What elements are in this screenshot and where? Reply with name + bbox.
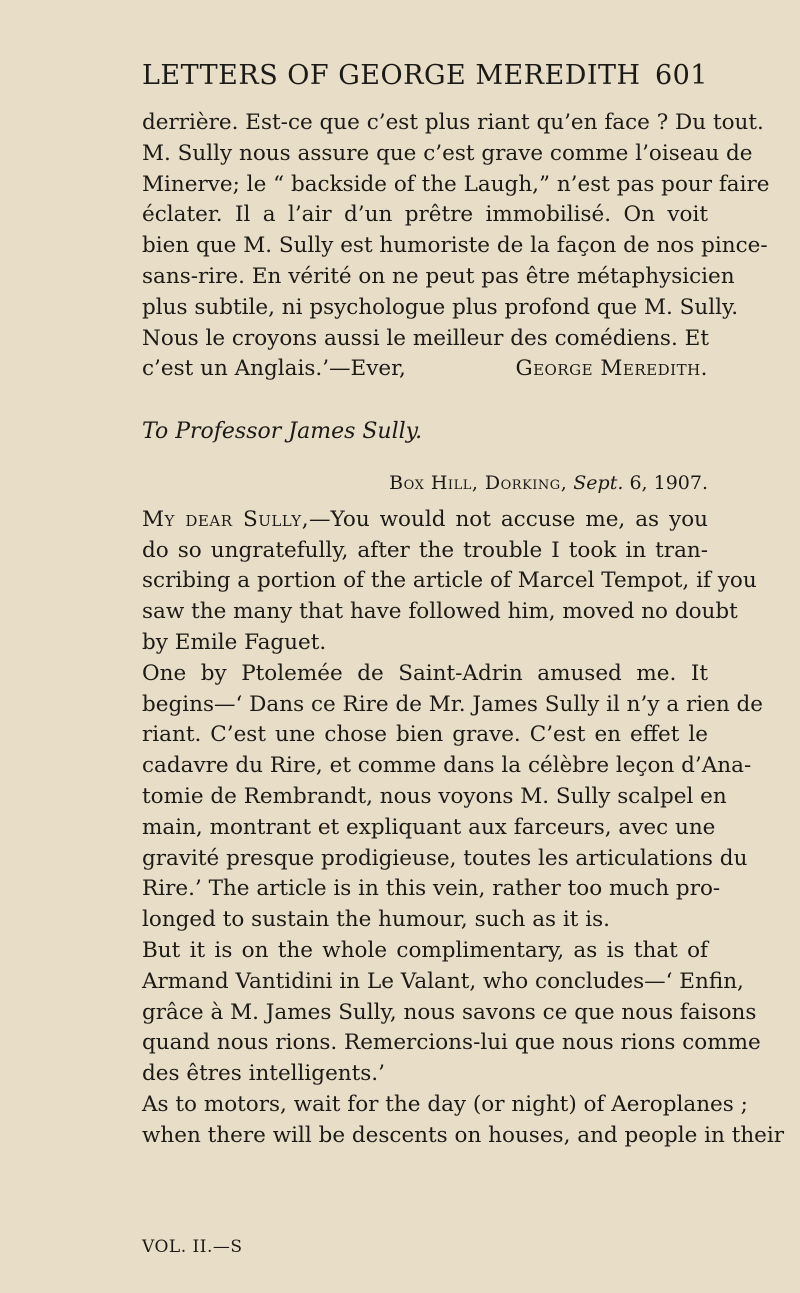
text-line: derrière. Est-ce que c’est plus riant qu’en face ? Du tout. (142, 110, 764, 135)
text-line: main, montrant et expliquant aux farceurs, avec une (142, 814, 716, 840)
salutation: My dear Sully, (142, 506, 310, 532)
text-line: M. Sully nous assure que c’est grave comme l’oiseau de (142, 140, 753, 166)
signature-mark: VOL. II.—S (142, 1237, 243, 1257)
text-line: Armand Vantidini in Le Valant, who concludes—‘ Enfin, (142, 968, 744, 994)
salutation-continuation: —You would not accuse me, as you (309, 506, 709, 532)
page-number: 601 (654, 60, 708, 91)
text-line: grâce à M. James Sully, nous savons ce que nous faisons (142, 999, 757, 1025)
dateline-day-year: 6, 1907. (629, 471, 708, 494)
text-line: But it is on the whole complimentary, as is that of (142, 937, 708, 963)
text-line: begins—‘ Dans ce Rire de Mr. James Sully il n’y a rien de (142, 691, 764, 717)
signoff-text: c’est un Anglais.’—Ever, (142, 356, 406, 382)
text-line: do so ungratefully, after the trouble I took in tran- (142, 537, 708, 563)
text-line: Nous le croyons aussi le meilleur des comédiens. Et (142, 325, 709, 351)
signature: George Meredith. (515, 356, 708, 382)
text-line: quand nous rions. Remercions-lui que nous rions comme (142, 1030, 761, 1056)
text-line: by Emile Faguet. (142, 629, 327, 655)
text-line: tomie de Rembrandt, nous voyons M. Sully scalpel en (142, 783, 727, 809)
text-line: sans-rire. En vérité on ne peut pas être métaphysicien (142, 263, 735, 289)
dateline-place: Box Hill, Dorking, (389, 471, 568, 494)
text-line: éclater. Il a l’air d’un prêtre immobilisé. On voit (142, 202, 708, 228)
body-text (142, 108, 785, 1152)
letter-heading: To Professor James Sully. (142, 419, 423, 445)
text-line: when there will be descents on houses, and people in their (142, 1122, 785, 1148)
dateline-month: Sept. (573, 471, 624, 494)
dateline (142, 468, 708, 499)
text-line: scribing a portion of the article of Marcel Tempot, if you (142, 568, 757, 594)
text-line: des êtres intelligents.’ (142, 1061, 385, 1087)
text-line: Rire.’ The article is in this vein, rather too much pro- (142, 876, 721, 902)
text-line: cadavre du Rire, et comme dans la célèbre leçon d’Ana- (142, 753, 752, 779)
text-line: As to motors, wait for the day (or night) of Aeroplanes ; (142, 1091, 748, 1117)
running-head (142, 60, 708, 100)
signoff-line (142, 354, 708, 385)
text-line: Minerve; le “ backside of the Laugh,” n’est pas pour faire (142, 171, 770, 197)
text-line (142, 505, 708, 536)
text-line: One by Ptolemée de Saint-Adrin amused me. It (142, 660, 708, 686)
running-head-title: LETTERS OF GEORGE MEREDITH (142, 60, 641, 91)
text-line: riant. C’est une chose bien grave. C’est en effet le (142, 722, 708, 748)
text-line: longed to sustain the humour, such as it is. (142, 907, 610, 933)
text-line: saw the many that have followed him, moved no doubt (142, 599, 738, 625)
text-line: plus subtile, ni psychologue plus profond que M. Sully. (142, 294, 739, 320)
text-line: gravité presque prodigieuse, toutes les articulations du (142, 845, 748, 871)
text-line: bien que M. Sully est humoriste de la façon de nos pince- (142, 233, 768, 259)
